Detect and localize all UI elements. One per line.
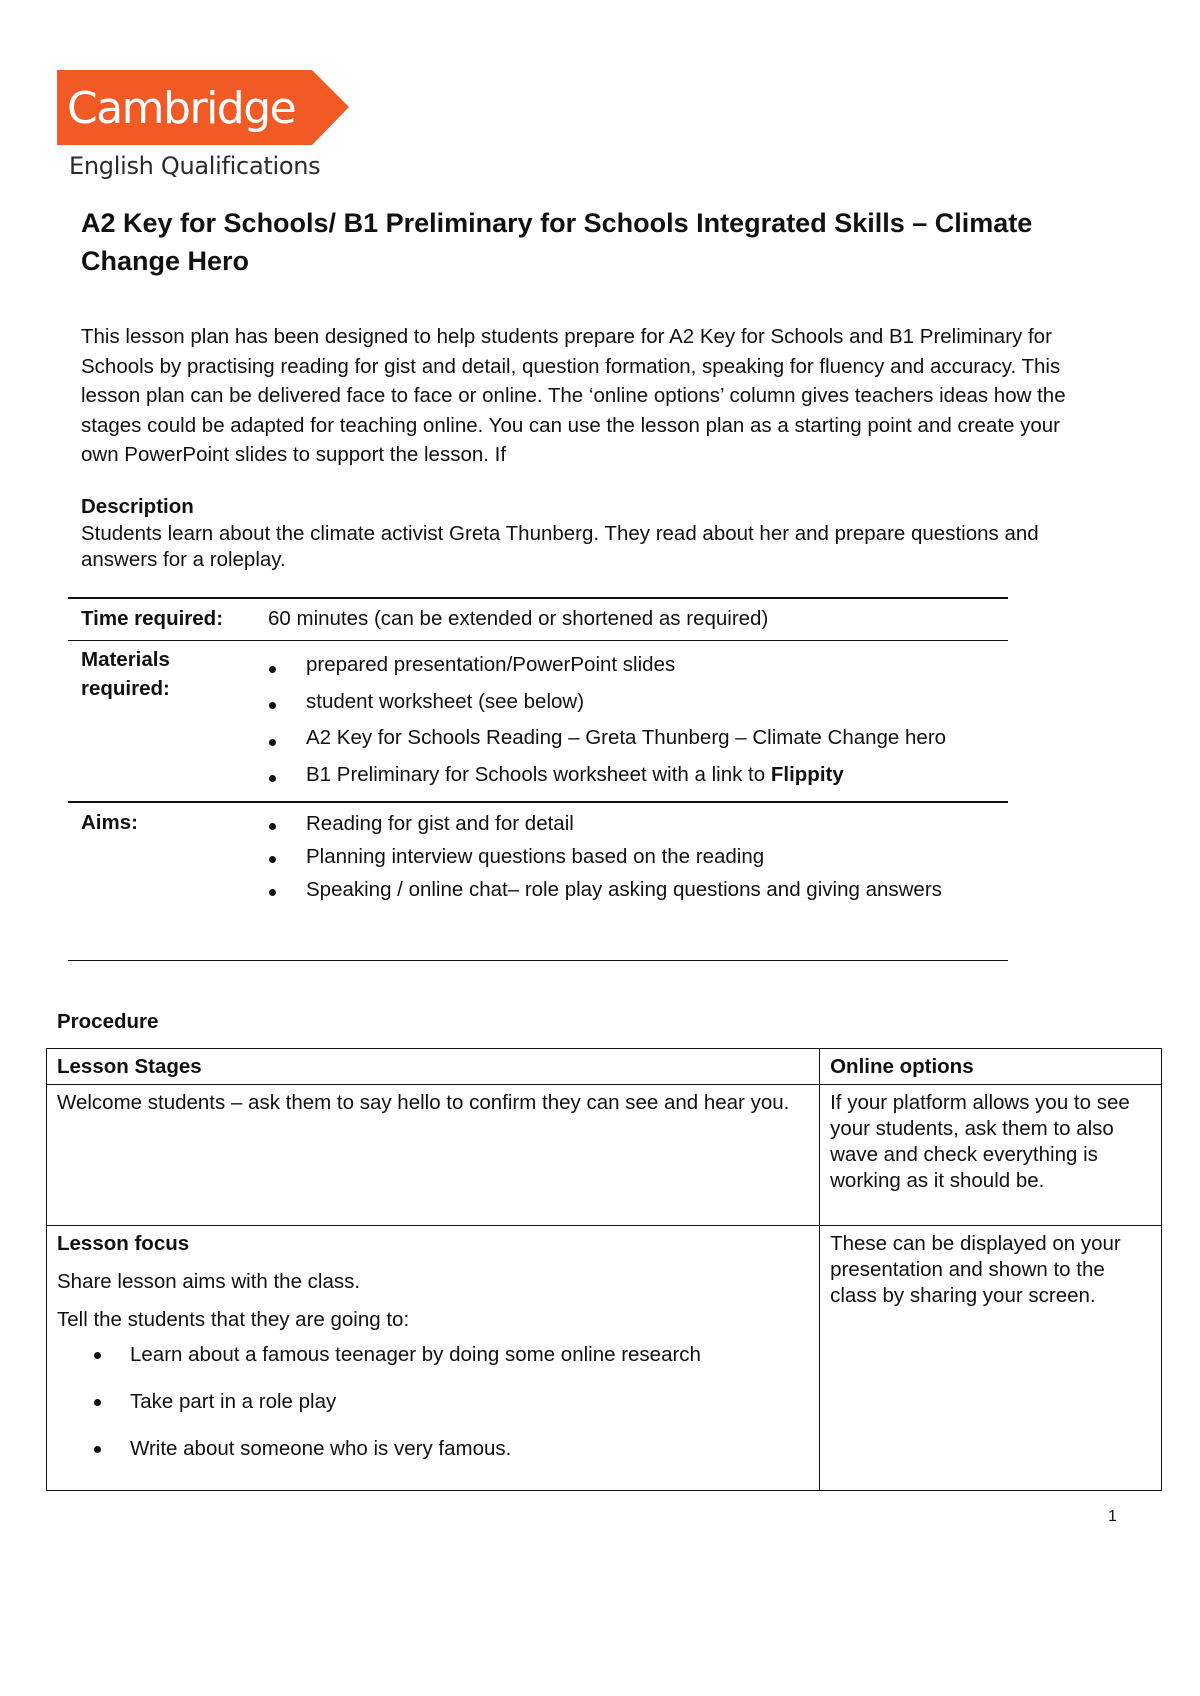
materials-last-text: B1 Preliminary for Schools worksheet with a link to: [306, 763, 771, 786]
lesson-stage-cell: [47, 1226, 820, 1491]
document-title: A2 Key for Schools/ B1 Preliminary for Schools Integrated Skills – Climate Change Hero: [81, 208, 1033, 276]
table-row: [47, 1085, 1162, 1226]
list-item: Take part in a role play: [57, 1389, 809, 1415]
aims-list: [268, 809, 942, 908]
time-required-label: Time required:: [81, 607, 224, 630]
flippity-link[interactable]: Flippity: [770, 763, 844, 786]
cambridge-logo-banner: [57, 70, 357, 145]
table-row: [47, 1226, 1162, 1491]
aims-label: Aims:: [81, 811, 138, 834]
materials-label: [81, 645, 170, 703]
list-item: A2 Key for Schools Reading – Greta Thunberg – Climate Change hero: [268, 723, 946, 760]
materials-label-line: required:: [81, 677, 170, 700]
lesson-stage-cell: Welcome students – ask them to say hello to confirm they can see and hear you.: [47, 1085, 820, 1226]
list-item: [268, 760, 946, 796]
materials-list: [268, 650, 946, 796]
time-required-value: 60 minutes (can be extended or shortened as required): [268, 607, 769, 630]
list-item: prepared presentation/PowerPoint slides: [268, 650, 946, 687]
description-heading: Description: [81, 495, 194, 518]
online-option-cell: If your platform allows you to see your students, ask them to also wave and check everything is working as it should be.: [820, 1085, 1162, 1226]
intro-paragraph: This lesson plan has been designed to help students prepare for A2 Key for Schools and B1 Preliminary for Schools by practising reading for gist and detail, question formation, speaking for fluency and accuracy. This lesson plan can be delivered face to face or online. The ‘online options’ column gives teachers ideas how the stages could be adapted for teaching online. You can use the lesson plan as a starting point and create your own PowerPoint slides to support the lesson. If: [81, 325, 1066, 466]
lesson-focus-text: Share lesson aims with the class.: [57, 1270, 361, 1293]
info-table-rule: [68, 801, 1008, 803]
column-header-online-options: Online options: [820, 1049, 1162, 1085]
logo-brand-text: Cambridge: [67, 83, 296, 134]
page-number: 1: [1108, 1508, 1117, 1525]
info-table-top-rule: [68, 597, 1008, 599]
list-item: Learn about a famous teenager by doing some online research: [57, 1342, 809, 1368]
column-header-lesson-stages: Lesson Stages: [47, 1049, 820, 1085]
table-header-row: [47, 1049, 1162, 1085]
list-item: Speaking / online chat– role play asking questions and giving answers: [268, 875, 942, 908]
lesson-focus-heading: Lesson focus: [57, 1232, 190, 1255]
procedure-table: [46, 1048, 1162, 1491]
info-table-rule: [68, 640, 1008, 641]
list-item: Planning interview questions based on the reading: [268, 842, 942, 875]
list-item: Write about someone who is very famous.: [57, 1436, 809, 1462]
list-item: student worksheet (see below): [268, 687, 946, 723]
description-text: Students learn about the climate activist Greta Thunberg. They read about her and prepare questions and answers for a roleplay.: [81, 522, 1039, 571]
materials-label-line: Materials: [81, 648, 170, 671]
lesson-focus-text: Tell the students that they are going to:: [57, 1308, 410, 1331]
cambridge-logo: [57, 70, 357, 190]
list-item: Reading for gist and for detail: [268, 809, 942, 842]
info-table-bottom-rule: [68, 960, 1008, 961]
lesson-focus-list: [57, 1342, 809, 1462]
procedure-heading: Procedure: [57, 1010, 159, 1033]
online-option-cell: These can be displayed on your presentation and shown to the class by sharing your screen.: [820, 1226, 1162, 1491]
logo-subtitle: English Qualifications: [69, 152, 321, 180]
